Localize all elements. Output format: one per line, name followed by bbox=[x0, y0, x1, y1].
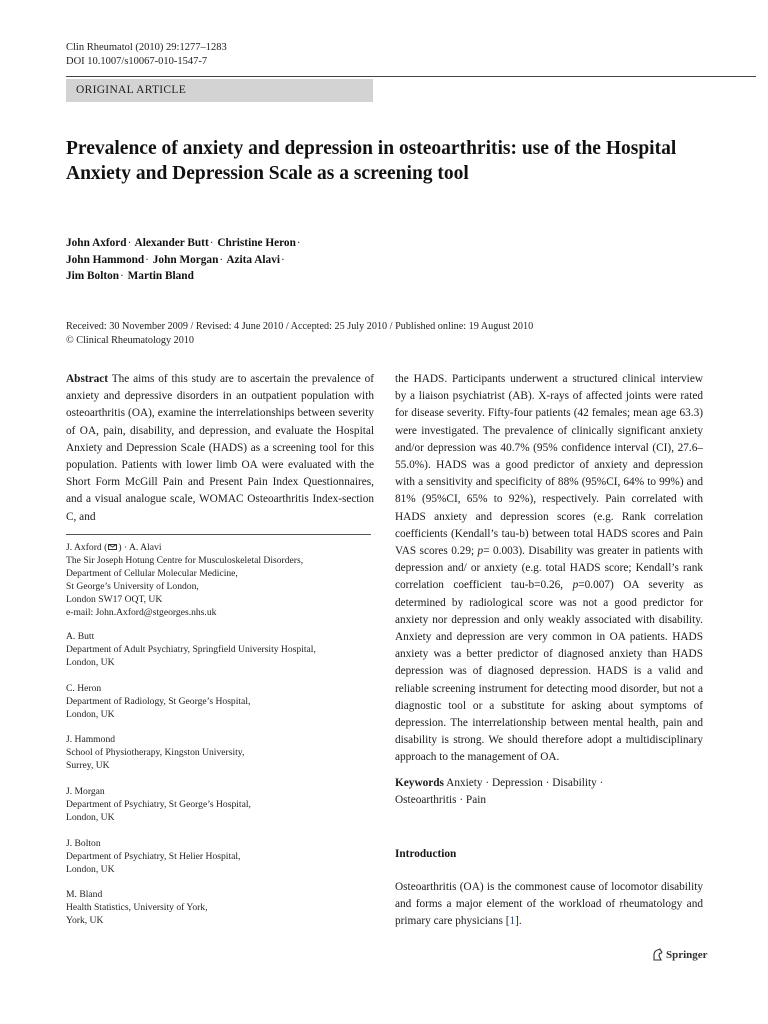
keyword: Osteoarthritis bbox=[395, 794, 457, 807]
header-rule bbox=[66, 76, 756, 77]
affiliation-line: Department of Radiology, St George’s Hospital, bbox=[66, 696, 251, 708]
keyword: Depression bbox=[491, 777, 543, 789]
affiliation-rule bbox=[66, 534, 371, 535]
publication-history bbox=[66, 320, 756, 348]
abstract-label: Abstract bbox=[66, 373, 109, 385]
author[interactable]: Christine Heron bbox=[217, 237, 296, 249]
author[interactable]: John Hammond bbox=[66, 253, 145, 266]
revised-date: Revised: 4 June 2010 / bbox=[195, 321, 289, 332]
abstract-text: the HADS. Participants underwent a structured clinical interview by a liaison psychiatrist (AB). X-rays of affected joints were rated for disease severity. Fifty-four patients (42 females; mean age 63.3) were investigated. The prevalence of clinically significant anxiety and/or depression was 40.7% (95% confidence interval (CI), 27.6–55.0%). HADS was a good predictor of anxiety and depression with a sensitivity and specificity of 88% (95%CI, 64% to 99%) and 81% (95%CI, 65% to 92%), respectively. Pain correlated with HADS anxiety and depression scores (e.g. Rank correlation coefficients (Kendall’s tau-b) between total HADS scores and Pain VAS scores 0.29; bbox=[395, 373, 703, 558]
author-email[interactable]: e-mail: John.Axford@stgeorges.nhs.uk bbox=[66, 607, 217, 619]
affiliation-line: Department of Adult Psychiatry, Springfield University Hospital, bbox=[66, 644, 316, 656]
keywords: Keywords Anxiety · Depression · Disability · Osteoarthritis · Pain bbox=[395, 777, 604, 807]
author-separator: · bbox=[219, 253, 224, 266]
keyword: Anxiety bbox=[446, 777, 483, 789]
introduction-text: Osteoarthritis (OA) is the commonest cause of locomotor disability and forms a major element of the workload of rheumatology and primary care physicians [1]. bbox=[395, 881, 703, 928]
affiliation-line: London, UK bbox=[66, 709, 115, 721]
publisher-name: Springer bbox=[666, 948, 708, 961]
affiliation-line: London SW17 OQT, UK bbox=[66, 594, 163, 606]
affiliation-line: London, UK bbox=[66, 657, 115, 669]
affiliation-line: Department of Cellular Molecular Medicine, bbox=[66, 568, 238, 580]
affiliation-block bbox=[66, 733, 374, 772]
envelope-icon[interactable] bbox=[108, 544, 117, 550]
affiliation-block bbox=[66, 888, 374, 927]
affiliation-names: J. Hammond bbox=[66, 734, 116, 745]
affiliation-names: J. Morgan bbox=[66, 786, 105, 797]
author[interactable]: Jim Bolton bbox=[66, 270, 120, 282]
doi[interactable]: DOI 10.1007/s10067-010-1547-7 bbox=[66, 56, 208, 67]
author-separator: · bbox=[209, 237, 214, 249]
author-list bbox=[66, 235, 526, 285]
affiliation-line: London, UK bbox=[66, 864, 115, 876]
affiliation-line: School of Physiotherapy, Kingston University, bbox=[66, 747, 245, 759]
article-type-banner: ORIGINAL ARTICLE bbox=[66, 79, 373, 102]
affiliation-names: A. Butt bbox=[66, 631, 95, 642]
abstract-text: =0.007) OA severity as determined by radiological score was not a good predictor for anxiety nor depression and only weakly associated with disability. Anxiety and depression are very common in OA patients. HADS anxiety was a better predictor of diagnosed anxiety than HADS depression was of diagnosed depression. HADS is a valid and reliable screening instrument for detecting mood disorder, but not a diagnostic tool or a substitute for asking about symptoms of depression. The interrelationship between mental health, pain and disability is strong. We should therefore adopt a multidisciplinary approach to the management of OA. bbox=[395, 579, 704, 764]
copyright: © Clinical Rheumatology 2010 bbox=[66, 335, 194, 346]
abstract-right bbox=[395, 371, 703, 767]
author-separator: · bbox=[127, 237, 132, 249]
abstract-text: = 0.003). Disability was greater in patients with depression and/ or anxiety (e.g. total HADS score; Kendall’s rank correlation coefficient tau-b=0.26, bbox=[395, 545, 703, 592]
keyword: Pain bbox=[465, 794, 487, 807]
affiliation-names: C. Heron bbox=[66, 683, 102, 694]
springer-horse-icon bbox=[651, 948, 663, 961]
article-title: Prevalence of anxiety and depression in osteoarthritis: use of the Hospital Anxiety and Depression Scale as a screening tool bbox=[66, 138, 677, 184]
published-date: Published online: 19 August 2010 bbox=[395, 321, 534, 332]
affiliation-line: St George’s University of London, bbox=[66, 581, 199, 593]
section-heading-introduction: Introduction bbox=[395, 848, 457, 860]
author-separator: · bbox=[145, 253, 149, 266]
author[interactable]: John Axford bbox=[66, 237, 127, 249]
affiliation-line: Surrey, UK bbox=[66, 760, 110, 772]
p-value-symbol: p bbox=[477, 545, 484, 558]
author[interactable]: John Morgan bbox=[152, 253, 219, 266]
keyword: Disability bbox=[552, 777, 597, 789]
affiliation-block bbox=[66, 630, 374, 669]
affiliation-line: The Sir Joseph Hotung Centre for Musculoskeletal Disorders, bbox=[66, 555, 304, 567]
author[interactable]: Alexander Butt bbox=[134, 237, 209, 249]
author-separator: · bbox=[296, 237, 301, 249]
affiliation-line: London, UK bbox=[66, 812, 115, 824]
affiliation-names: J. Bolton bbox=[66, 838, 101, 849]
publisher-logo bbox=[651, 948, 708, 961]
affiliation-line: Department of Psychiatry, St George’s Hospital, bbox=[66, 799, 251, 811]
keywords-label: Keywords bbox=[395, 777, 444, 789]
accepted-date: Accepted: 25 July 2010 / bbox=[290, 321, 393, 332]
abstract-text: The aims of this study are to ascertain the prevalence of anxiety and depressive disorders in an outpatient population with osteoarthritis (OA), examine the interrelationships between severity of OA, pain, disability, and depression, and evaluate the Hospital Anxiety and Depression Scale (HADS) as a screening tool for this population. Patients with lower limb OA were evaluated with the Short Form McGill Pain and Present Pain Index Questionnaires, and a visual analogue scale, WOMAC Osteoarthritis Index-section C, and bbox=[66, 373, 375, 523]
affiliation-block bbox=[66, 837, 374, 876]
affiliation-block: J. Axford ( ) · A. Alavi The Sir Joseph Hotung Centre for Musculoskeletal Disorders, Department of Cellular Molecular Medicine, St George’s University of London, London SW17 OQT, UK e-mail: John.Axford@stgeorges.nhs.uk bbox=[66, 541, 374, 620]
affiliation-line: Health Statistics, University of York, bbox=[66, 902, 208, 914]
abstract-left bbox=[66, 371, 374, 526]
affiliation-names: M. Bland bbox=[66, 889, 103, 900]
received-date: Received: 30 November 2009 / bbox=[66, 321, 194, 332]
author-separator: · bbox=[280, 253, 285, 266]
author-separator: · bbox=[120, 270, 124, 282]
author[interactable]: Azita Alavi bbox=[226, 253, 280, 266]
affiliation-line: Department of Psychiatry, St Helier Hospital, bbox=[66, 851, 241, 863]
p-value-symbol: p bbox=[572, 579, 579, 592]
affiliation-block bbox=[66, 682, 374, 721]
affiliation-line: York, UK bbox=[66, 915, 104, 927]
author[interactable]: Martin Bland bbox=[127, 270, 194, 282]
journal-citation: Clin Rheumatol (2010) 29:1277–1283 bbox=[66, 42, 227, 53]
affiliation-block bbox=[66, 785, 374, 824]
reference-link[interactable]: 1 bbox=[509, 915, 516, 928]
